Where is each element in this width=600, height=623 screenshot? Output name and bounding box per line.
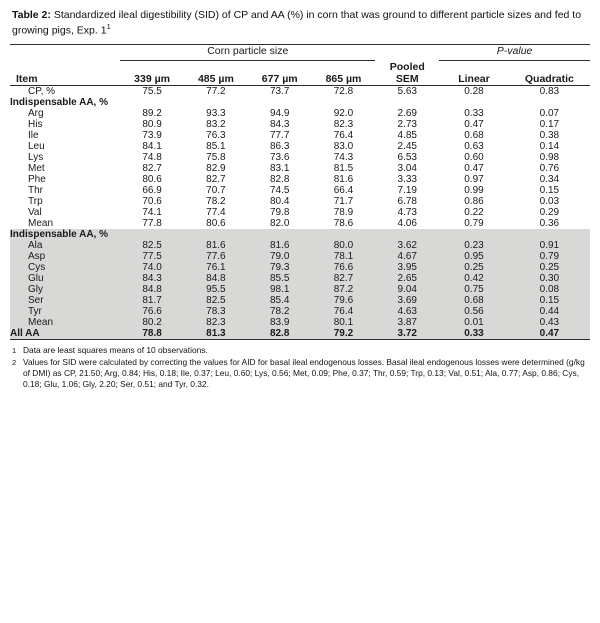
- row-cell: 3.33: [397, 173, 417, 185]
- row-cell: 80.2: [120, 317, 184, 328]
- row-cell: 0.91: [509, 240, 590, 251]
- row-cell: 76.4: [333, 129, 354, 141]
- row-cell: 3.04: [397, 162, 417, 174]
- row-cell: 0.42: [439, 273, 509, 284]
- row-cell: 3.87: [375, 317, 439, 328]
- row-cell: 0.17: [539, 118, 560, 130]
- row-cell: 74.1: [142, 206, 162, 218]
- row-cell: 0.38: [539, 129, 560, 141]
- row-cell: 0.99: [464, 184, 484, 196]
- row-cell: 79.6: [312, 295, 376, 306]
- row-cell: 3.95: [375, 262, 439, 273]
- row-cell: [509, 229, 590, 240]
- row-item-label: Ala: [10, 240, 120, 251]
- row-cell: 77.2: [206, 85, 226, 97]
- row-cell: 76.6: [312, 262, 376, 273]
- row-cell: 0.47: [464, 162, 484, 174]
- row-cell: 71.7: [333, 195, 354, 207]
- row-cell: 72.8: [333, 85, 354, 97]
- row-cell: 70.7: [206, 184, 226, 196]
- column-header-485um: 485 µm: [197, 72, 234, 85]
- row-cell: 82.7: [142, 162, 162, 174]
- row-cell: [439, 229, 509, 240]
- row-cell: 81.6: [248, 240, 312, 251]
- row-cell: 82.7: [206, 173, 226, 185]
- row-cell: [248, 229, 312, 240]
- row-cell: 78.2: [206, 195, 226, 207]
- row-cell: 0.97: [464, 173, 484, 185]
- row-cell: 80.4: [269, 195, 290, 207]
- row-cell: 76.3: [206, 129, 226, 141]
- row-item-label: Arg: [28, 107, 44, 119]
- row-cell: 0.25: [439, 262, 509, 273]
- row-cell: 0.07: [539, 107, 560, 119]
- row-item-label: Leu: [28, 140, 45, 152]
- table-column-header-row: [10, 61, 590, 86]
- table-row: [10, 218, 590, 229]
- row-cell: 7.19: [397, 184, 417, 196]
- row-cell: 0.03: [539, 195, 560, 207]
- row-cell: 3.69: [375, 295, 439, 306]
- row-item-label: Tyr: [10, 306, 120, 317]
- row-item-label: Phe: [28, 173, 46, 185]
- row-item-label: CP, %: [28, 85, 56, 97]
- column-header-item: Item: [16, 72, 38, 85]
- row-cell: 77.7: [269, 129, 290, 141]
- row-cell: 82.5: [120, 240, 184, 251]
- table-group-header-row: [10, 45, 590, 61]
- row-cell: 78.6: [333, 217, 354, 229]
- row-cell: 80.6: [206, 217, 226, 229]
- row-cell: 81.6: [333, 173, 354, 185]
- row-cell: 81.3: [184, 328, 248, 340]
- row-cell: 0.43: [509, 317, 590, 328]
- row-cell: 73.7: [269, 85, 290, 97]
- table-row: [10, 306, 590, 317]
- row-cell: 0.28: [464, 85, 484, 97]
- row-cell: 82.0: [269, 217, 290, 229]
- footnote-2: [12, 357, 588, 390]
- group-header-spacer: [10, 45, 120, 61]
- row-cell: 5.63: [397, 85, 417, 97]
- table-row: [10, 196, 590, 207]
- row-cell: 83.1: [269, 162, 290, 174]
- row-cell: 77.6: [184, 251, 248, 262]
- row-cell: 82.7: [312, 273, 376, 284]
- row-cell: 74.0: [120, 262, 184, 273]
- row-cell: [248, 97, 312, 108]
- row-cell: 83.0: [333, 140, 354, 152]
- table-row: [10, 207, 590, 218]
- row-cell: 89.2: [142, 107, 162, 119]
- row-cell: 0.63: [464, 140, 484, 152]
- row-cell: 0.30: [509, 273, 590, 284]
- row-cell: 3.62: [375, 240, 439, 251]
- row-cell: 0.79: [509, 251, 590, 262]
- row-cell: 75.8: [206, 151, 226, 163]
- row-item-label: Cys: [10, 262, 120, 273]
- row-item-label: Ser: [10, 295, 120, 306]
- row-cell: 70.6: [142, 195, 162, 207]
- row-cell: 0.60: [464, 151, 484, 163]
- row-item-label: Thr: [28, 184, 43, 196]
- row-cell: 85.1: [206, 140, 226, 152]
- row-item-label: Gly: [10, 284, 120, 295]
- row-cell: 0.68: [464, 129, 484, 141]
- group-header-spacer-2: [375, 45, 439, 61]
- row-cell: [312, 229, 376, 240]
- row-cell: 4.67: [375, 251, 439, 262]
- row-cell: 0.47: [464, 118, 484, 130]
- table-row: [10, 130, 590, 141]
- row-cell: 0.33: [464, 107, 484, 119]
- row-cell: 0.08: [509, 284, 590, 295]
- row-cell: 78.9: [333, 206, 354, 218]
- row-cell: 2.69: [397, 107, 417, 119]
- table-row: [10, 108, 590, 119]
- table-row: [10, 273, 590, 284]
- row-cell: 76.6: [120, 306, 184, 317]
- table-row: [10, 86, 590, 97]
- row-cell: 80.9: [142, 118, 162, 130]
- row-cell: 76.4: [312, 306, 376, 317]
- row-cell: 82.5: [184, 295, 248, 306]
- row-cell: 0.98: [539, 151, 560, 163]
- table-subheader-row: [10, 229, 590, 240]
- row-cell: 0.86: [464, 195, 484, 207]
- row-cell: 6.53: [397, 151, 417, 163]
- row-cell: [509, 97, 590, 108]
- row-item-label: Mean: [10, 317, 120, 328]
- table-row: [10, 284, 590, 295]
- row-cell: 75.5: [142, 85, 162, 97]
- row-item-label: Met: [28, 162, 45, 174]
- row-item-label: Val: [28, 206, 42, 218]
- row-cell: 92.0: [333, 107, 354, 119]
- row-cell: 0.95: [439, 251, 509, 262]
- row-item-label: Lys: [28, 151, 44, 163]
- row-cell: 2.45: [397, 140, 417, 152]
- row-cell: 85.5: [248, 273, 312, 284]
- row-cell: 82.8: [248, 328, 312, 340]
- row-cell: 3.72: [375, 328, 439, 340]
- row-cell: 98.1: [248, 284, 312, 295]
- row-cell: 84.3: [120, 273, 184, 284]
- row-cell: [120, 229, 184, 240]
- row-cell: 66.9: [142, 184, 162, 196]
- row-cell: 84.1: [142, 140, 162, 152]
- row-cell: 73.6: [269, 151, 290, 163]
- table-row: [10, 174, 590, 185]
- row-cell: 0.68: [439, 295, 509, 306]
- row-cell: 0.79: [464, 217, 484, 229]
- caption-label: Table 2:: [12, 9, 51, 21]
- row-cell: 82.9: [206, 162, 226, 174]
- column-header-865um: 865 µm: [325, 72, 362, 85]
- row-cell: 78.1: [312, 251, 376, 262]
- row-cell: 80.1: [312, 317, 376, 328]
- row-item-label: Indispensable AA, %: [10, 229, 120, 240]
- row-cell: 0.25: [509, 262, 590, 273]
- row-cell: 79.8: [269, 206, 290, 218]
- row-cell: 83.2: [206, 118, 226, 130]
- row-cell: 0.15: [509, 295, 590, 306]
- row-cell: 0.15: [539, 184, 560, 196]
- group-header-p-value: [439, 45, 590, 61]
- row-cell: 2.73: [397, 118, 417, 130]
- footnote-1: [12, 345, 588, 356]
- footnote-2-marker: 2: [12, 358, 17, 368]
- row-cell: 82.3: [333, 118, 354, 130]
- row-cell: 79.2: [312, 328, 376, 340]
- row-cell: [184, 229, 248, 240]
- row-cell: 86.3: [269, 140, 290, 152]
- row-cell: [120, 97, 184, 108]
- row-cell: 0.29: [539, 206, 560, 218]
- row-cell: 79.0: [248, 251, 312, 262]
- row-cell: 82.3: [184, 317, 248, 328]
- table-row: [10, 163, 590, 174]
- row-cell: 77.4: [206, 206, 226, 218]
- row-cell: 74.5: [269, 184, 290, 196]
- column-header-pooled-sem: [375, 61, 439, 86]
- row-cell: 4.06: [397, 217, 417, 229]
- table-row: [10, 119, 590, 130]
- row-cell: [375, 97, 439, 108]
- row-cell: 84.3: [269, 118, 290, 130]
- row-item-label: His: [28, 118, 43, 130]
- row-cell: 87.2: [312, 284, 376, 295]
- row-item-label: Glu: [10, 273, 120, 284]
- row-cell: 85.4: [248, 295, 312, 306]
- row-cell: [375, 229, 439, 240]
- column-header-linear: Linear: [458, 72, 490, 85]
- row-cell: 80.0: [312, 240, 376, 251]
- table-footnotes: [10, 340, 590, 390]
- group-header-corn-particle-size: [120, 45, 375, 61]
- row-cell: 0.01: [439, 317, 509, 328]
- table-row: [10, 141, 590, 152]
- row-cell: 0.36: [539, 217, 560, 229]
- row-cell: 77.8: [142, 217, 162, 229]
- table-row: [10, 251, 590, 262]
- row-cell: 4.85: [397, 129, 417, 141]
- row-cell: 0.47: [509, 328, 590, 340]
- table-row: [10, 185, 590, 196]
- row-cell: 78.2: [248, 306, 312, 317]
- row-cell: 0.56: [439, 306, 509, 317]
- row-cell: 66.4: [333, 184, 354, 196]
- row-cell: 4.73: [397, 206, 417, 218]
- row-cell: [184, 97, 248, 108]
- row-cell: 84.8: [120, 284, 184, 295]
- row-cell: 0.22: [464, 206, 484, 218]
- row-cell: 77.5: [120, 251, 184, 262]
- row-cell: [439, 97, 509, 108]
- row-cell: 83.9: [248, 317, 312, 328]
- row-cell: 0.83: [539, 85, 560, 97]
- row-cell: 95.5: [184, 284, 248, 295]
- row-cell: 74.8: [142, 151, 162, 163]
- row-cell: 0.76: [539, 162, 560, 174]
- row-cell: 76.1: [184, 262, 248, 273]
- column-header-quadratic: Quadratic: [524, 72, 574, 85]
- row-item-label: Trp: [28, 195, 43, 207]
- row-cell: 2.65: [375, 273, 439, 284]
- table-row: [10, 152, 590, 163]
- row-item-label: All AA: [10, 328, 120, 340]
- row-cell: 9.04: [375, 284, 439, 295]
- row-cell: 78.3: [184, 306, 248, 317]
- row-cell: 0.75: [439, 284, 509, 295]
- row-cell: 78.8: [120, 328, 184, 340]
- table-row: [10, 317, 590, 328]
- row-item-label: Mean: [28, 217, 54, 229]
- footnote-1-text: Data are least squares means of 10 observations.: [23, 344, 208, 355]
- caption-superscript: 1: [106, 22, 111, 32]
- group-header-corn-particle-size-label: Corn particle size: [120, 45, 375, 61]
- column-header-677um: 677 µm: [261, 72, 298, 85]
- column-header-339um: 339 µm: [134, 72, 170, 85]
- table-caption: [10, 0, 590, 44]
- sid-results-table: [10, 44, 590, 340]
- column-header-pooled-sem-line2: SEM: [395, 72, 419, 85]
- row-cell: 82.8: [269, 173, 290, 185]
- row-cell: 4.63: [375, 306, 439, 317]
- row-cell: 73.9: [142, 129, 162, 141]
- table-row: [10, 262, 590, 273]
- row-cell: 80.6: [142, 173, 162, 185]
- row-item-label: Indispensable AA, %: [10, 96, 108, 108]
- row-cell: 81.6: [184, 240, 248, 251]
- row-cell: 6.78: [397, 195, 417, 207]
- row-cell: 84.8: [184, 273, 248, 284]
- row-cell: 74.3: [333, 151, 354, 163]
- row-cell: 79.3: [248, 262, 312, 273]
- row-cell: 81.5: [333, 162, 354, 174]
- table-total-row: [10, 328, 590, 340]
- column-header-pooled-sem-line1: Pooled: [389, 60, 425, 73]
- row-cell: 93.3: [206, 107, 226, 119]
- row-item-label: Ile: [28, 129, 39, 141]
- row-cell: 0.14: [539, 140, 560, 152]
- footnote-1-marker: 1: [12, 345, 17, 355]
- row-cell: 81.7: [120, 295, 184, 306]
- caption-text: Standardized ileal digestibility (SID) of CP and AA (%) in corn that was ground to different particle sizes and fed to growing pigs, Exp. 1: [12, 9, 582, 37]
- table-subheader-row: [10, 97, 590, 108]
- table-row: [10, 240, 590, 251]
- row-item-label: Asp: [10, 251, 120, 262]
- row-cell: 0.34: [539, 173, 560, 185]
- row-cell: 0.33: [439, 328, 509, 340]
- row-cell: 0.44: [509, 306, 590, 317]
- row-cell: [312, 97, 376, 108]
- row-cell: 0.23: [439, 240, 509, 251]
- group-header-p-value-label: P-value: [439, 45, 590, 61]
- row-cell: 94.9: [269, 107, 290, 119]
- table-row: [10, 295, 590, 306]
- footnote-2-text: Values for SID were calculated by correcting the values for AID for basal ileal endogenous losses. Basal ileal endogenous losses were determined (g/kg of DMI) as CP, 21.50; Arg, 0.84; His, 0.18; Ile, 0.37; Leu, 0.60; Lys, 0.56; Met, 0.09; Phe, 0.37; Thr, 0.59; Trp, 0.13; Val, 0.51; Ala, 0.77; Asp, 0.86; Cys, 0.18; Glu, 1.06; Gly, 2.20; Ser, 0.51; and Tyr, 0.32.: [23, 357, 585, 390]
